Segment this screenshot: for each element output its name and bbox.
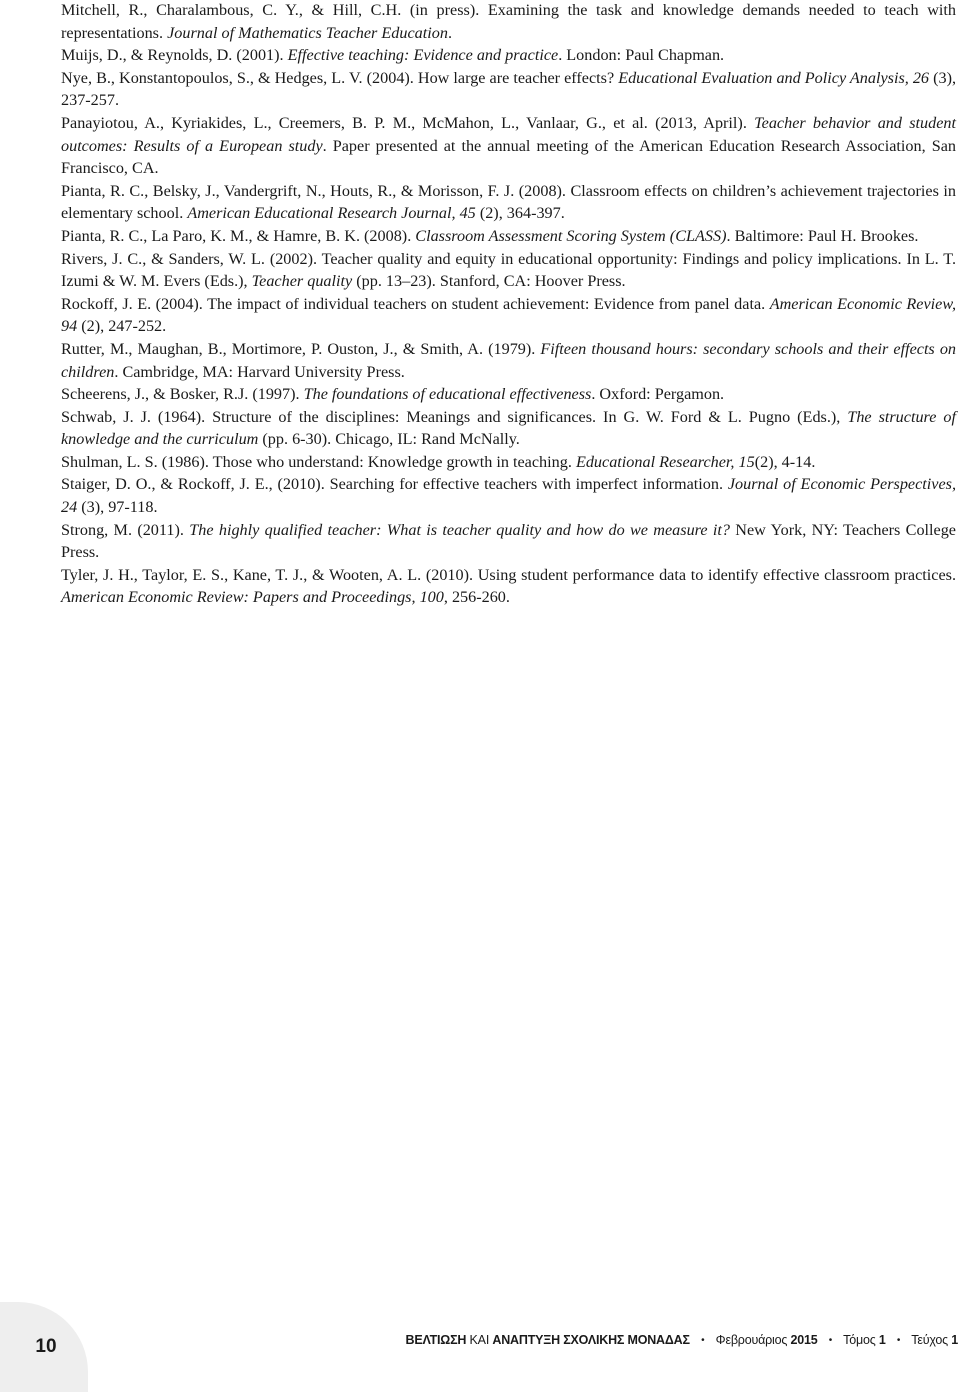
reference-text-part: Staiger, D. O., & Rockoff, J. E., (2010). Searching for effective teachers with imperfect information.	[61, 475, 728, 494]
bullet-separator: •	[701, 1335, 705, 1346]
reference-entry	[61, 0, 956, 44]
reference-entry	[61, 112, 956, 180]
reference-italic-part: Effective teaching: Evidence and practice	[287, 46, 559, 65]
reference-text-part: Pianta, R. C., La Paro, K. M., & Hamre, B. K. (2008).	[61, 226, 416, 245]
reference-italic-part: Teacher behavior and student outcomes: Results of a European study	[61, 113, 956, 155]
issue-year: 2015	[790, 1333, 818, 1347]
reference-text-part: Muijs, D., & Reynolds, D. (2001).	[61, 46, 288, 65]
reference-italic-part: Journal of Economic Perspectives, 24	[61, 475, 956, 517]
reference-text-part: Pianta, R. C., Belsky, J., Vandergrift, N., Houts, R., & Morisson, F. J. (2008). Classroom effects on children’s achievement trajectories in elementary school.	[61, 181, 956, 223]
reference-text-part: . London: Paul Chapman.	[558, 46, 725, 65]
reference-italic-part: American Educational Research Journal, 45	[187, 204, 476, 223]
running-footer	[406, 1333, 958, 1347]
reference-text-part: , 256-260.	[443, 588, 510, 607]
issue-number: 1	[951, 1333, 958, 1347]
reference-entry	[61, 338, 956, 383]
reference-entry	[61, 67, 956, 112]
reference-text-part: . Baltimore: Paul H. Brookes.	[726, 226, 919, 245]
page-number-tab	[0, 1302, 88, 1392]
reference-text-part: Nye, B., Konstantopoulos, S., & Hedges, L. V. (2004). How large are teacher effects?	[61, 68, 619, 87]
issue-month: Φεβρουάριος	[715, 1333, 788, 1347]
reference-italic-part: The highly qualified teacher: What is teacher quality and how do we measure it?	[189, 520, 730, 539]
reference-text-part: Strong, M. (2011).	[61, 520, 190, 539]
reference-text-part: . Cambridge, MA: Harvard University Press.	[114, 362, 405, 381]
bullet-separator: •	[896, 1335, 901, 1346]
journal-title-part2: ΚΑΙ	[469, 1333, 490, 1347]
reference-italic-part: The foundations of educational effectiveness	[303, 385, 592, 404]
reference-entry	[61, 564, 956, 609]
reference-italic-part: Educational Researcher, 15	[575, 452, 755, 471]
reference-entry	[61, 225, 956, 248]
reference-italic-part: Teacher quality	[251, 272, 353, 291]
reference-entry	[61, 473, 956, 518]
reference-text-part: Rockoff, J. E. (2004). The impact of individual teachers on student achievement: Evidence from panel data.	[61, 294, 770, 313]
reference-entry	[61, 451, 956, 474]
page-number: 10	[35, 1336, 57, 1357]
reference-italic-part: American Economic Review, 94	[61, 294, 956, 336]
reference-text-part: (pp. 6-30). Chicago, IL: Rand McNally.	[258, 430, 520, 449]
reference-text-part: . Oxford: Pergamon.	[591, 385, 725, 404]
reference-text-part: Tyler, J. H., Taylor, E. S., Kane, T. J., & Wooten, A. L. (2010). Using student performance data to identify effective classroom practices.	[61, 565, 956, 584]
reference-text-part: New York, NY: Teachers College Press.	[61, 520, 956, 562]
reference-text-part: Shulman, L. S. (1986). Those who understand: Knowledge growth in teaching.	[61, 452, 576, 471]
bullet-separator: •	[828, 1335, 833, 1346]
reference-italic-part: Classroom Assessment Scoring System (CLASS)	[415, 226, 727, 245]
reference-entry	[61, 383, 956, 406]
reference-italic-part: Journal of Mathematics Teacher Education	[167, 23, 448, 42]
reference-text-part: (2), 364-397.	[475, 204, 565, 223]
reference-list	[61, 0, 956, 609]
reference-text-part: Schwab, J. J. (1964). Structure of the disciplines: Meanings and significances. In G. W. Ford & L. Pugno (Eds.),	[61, 407, 848, 426]
reference-text-part: (2), 4-14.	[754, 452, 816, 471]
reference-text-part: .	[447, 23, 452, 42]
reference-entry	[61, 44, 956, 67]
reference-text-part: (pp. 13–23). Stanford, CA: Hoover Press.	[352, 272, 626, 291]
volume-label: Τόμος	[843, 1333, 876, 1347]
reference-italic-part: The structure of knowledge and the curriculum	[61, 407, 956, 449]
reference-text-part: Scheerens, J., & Bosker, R.J. (1997).	[61, 385, 304, 404]
reference-text-part: . Paper presented at the annual meeting of the American Education Research Association, San Francisco, CA.	[61, 136, 956, 178]
reference-text-part: Rutter, M., Maughan, B., Mortimore, P. Ouston, J., & Smith, A. (1979).	[61, 339, 541, 358]
reference-entry	[61, 180, 956, 225]
reference-text-part: Rivers, J. C., & Sanders, W. L. (2002). Teacher quality and equity in educational opportunity: Findings and policy implications. In L. T. Izumi & W. M. Evers (Eds.),	[61, 249, 956, 291]
reference-text-part: Panayiotou, A., Kyriakides, L., Creemers, B. P. M., McMahon, L., Vanlaar, G., et al. (2013, April).	[61, 113, 755, 132]
reference-text-part: Mitchell, R., Charalambous, C. Y., & Hill, C.H. (in press). Examining the task and knowledge demands needed to teach with representations.	[61, 1, 956, 42]
reference-entry	[61, 248, 956, 293]
volume-number: 1	[878, 1333, 886, 1347]
journal-title-part3: ΑΝΑΠΤΥΞΗ ΣΧΟΛΙΚΗΣ ΜΟΝΑΔΑΣ	[492, 1333, 690, 1347]
reference-entry	[61, 519, 956, 564]
reference-entry	[61, 293, 956, 338]
reference-italic-part: Educational Evaluation and Policy Analysis, 26	[618, 68, 930, 87]
reference-text-part: (3), 237-257.	[61, 68, 957, 110]
reference-italic-part: Fifteen thousand hours: secondary schools and their effects on children	[61, 339, 957, 381]
reference-text-part: (3), 97-118.	[77, 498, 158, 517]
reference-text-part: (2), 247-252.	[77, 317, 167, 336]
reference-italic-part: American Economic Review: Papers and Proceedings, 100	[61, 588, 444, 607]
journal-title-part1: ΒΕΛΤΙΩΣΗ	[405, 1333, 467, 1347]
reference-entry	[61, 406, 956, 451]
issue-label: Τεύχος	[911, 1333, 948, 1347]
